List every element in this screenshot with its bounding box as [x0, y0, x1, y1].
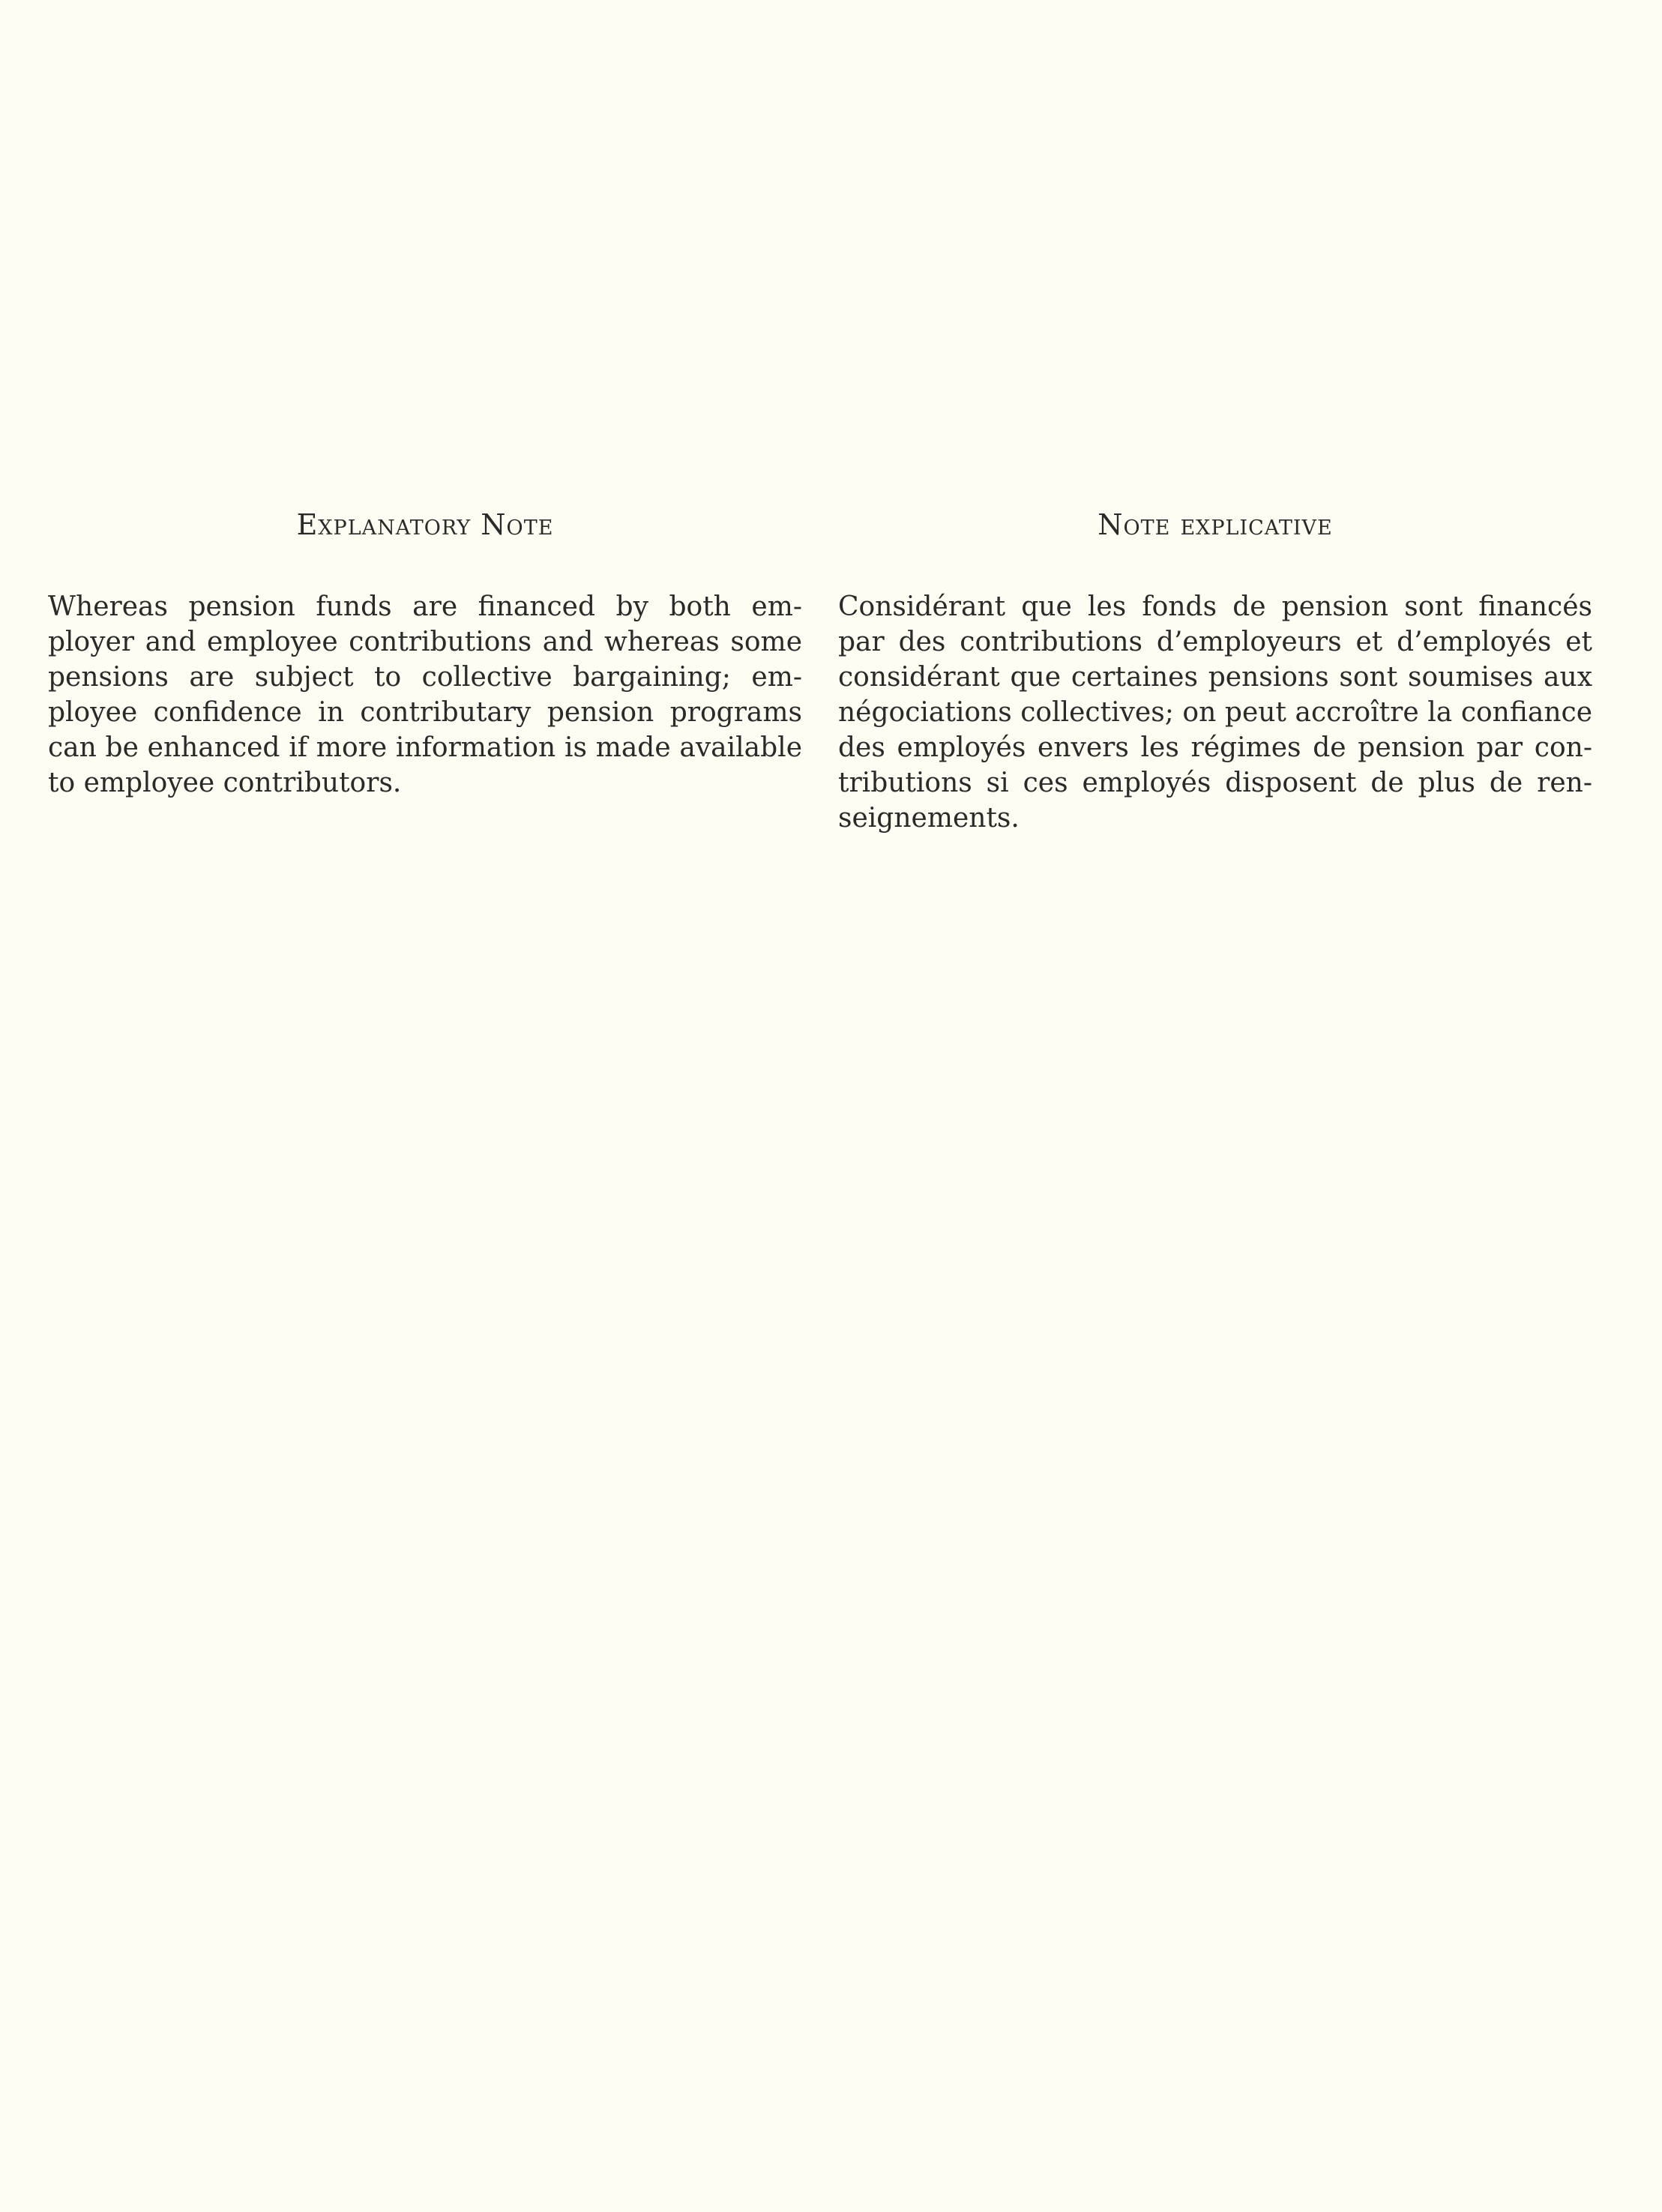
paragraph-line: négociations collectives; on peut accroître la confiance — [838, 697, 1592, 728]
paragraph-line: to employee contributors. — [48, 768, 402, 798]
paragraph-french — [838, 589, 1592, 836]
explanatory-note-english — [48, 508, 802, 801]
paragraph-line: considérant que certaines pensions sont soumises aux — [838, 662, 1592, 693]
paragraph-line: des employés envers les régimes de pension par con- — [838, 732, 1592, 763]
paragraph-line: tributions si ces employés disposent de plus de ren- — [838, 768, 1592, 798]
explanatory-note-french — [838, 508, 1592, 836]
paragraph-line: ployer and employee contributions and whereas some — [48, 627, 802, 657]
paragraph-line: can be enhanced if more information is made available — [48, 732, 802, 763]
heading-english: Explanatory Note — [296, 508, 554, 541]
paragraph-line: par des contributions d’employeurs et d’employés et — [838, 627, 1592, 657]
paragraph-line: seignements. — [838, 803, 1020, 834]
heading-french: Note explicative — [1098, 508, 1333, 541]
paragraph-line: Considérant que les fonds de pension sont financés — [838, 591, 1592, 622]
paragraph-english — [48, 589, 802, 801]
paragraph-line: Whereas pension funds are financed by both em- — [48, 591, 802, 622]
paragraph-line: pensions are subject to collective bargaining; em- — [48, 662, 802, 693]
paragraph-line: ployee confidence in contributary pension programs — [48, 697, 802, 728]
